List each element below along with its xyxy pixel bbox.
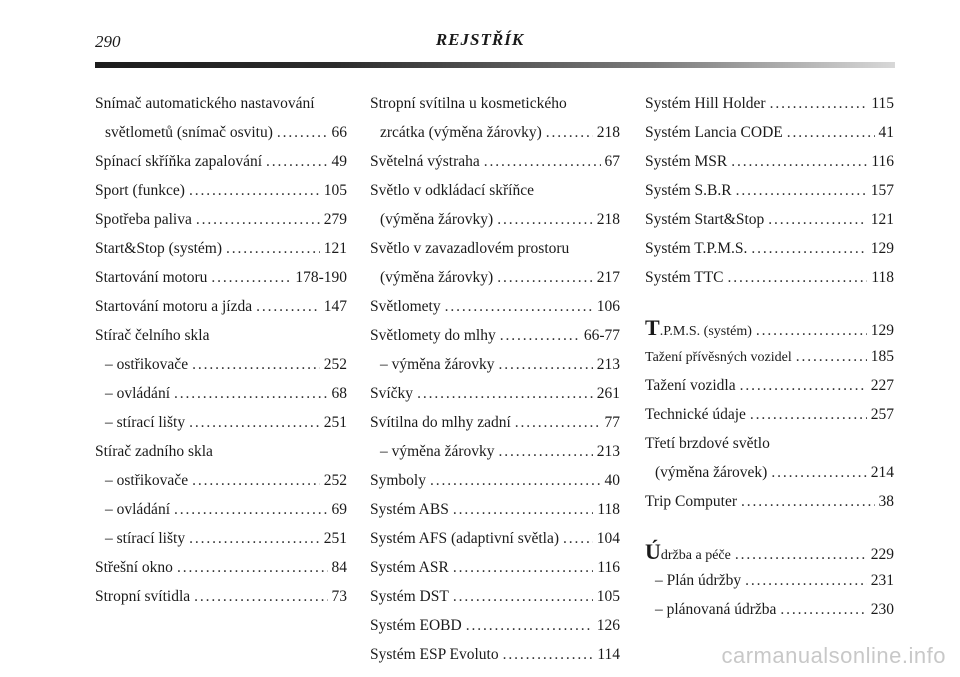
page-reference: 147 <box>323 298 347 315</box>
dot-leader <box>500 321 580 350</box>
dot-leader <box>453 553 593 582</box>
index-entry <box>645 147 894 176</box>
dot-leader <box>728 263 868 292</box>
page-reference: 104 <box>596 530 620 547</box>
page-reference: 129 <box>870 240 894 257</box>
dot-leader <box>189 408 320 437</box>
dot-leader <box>417 379 593 408</box>
dot-leader <box>796 342 867 371</box>
dot-leader <box>174 379 328 408</box>
page-reference: 115 <box>871 95 894 112</box>
index-term: Svítilna do mlhy zadní <box>370 414 511 431</box>
index-entry <box>645 458 894 487</box>
page-reference: 114 <box>597 646 620 663</box>
page-reference: 251 <box>323 530 347 547</box>
page-reference: 116 <box>871 153 894 170</box>
index-term: – Plán údržby <box>655 572 742 589</box>
page-reference: 157 <box>870 182 894 199</box>
page-reference: 41 <box>878 124 894 141</box>
dot-leader <box>771 458 866 487</box>
dot-leader <box>277 118 328 147</box>
dot-leader <box>226 234 320 263</box>
page-reference: 213 <box>596 356 620 373</box>
section-title: REJSTŘÍK <box>435 30 525 49</box>
index-term: Systém Lancia CODE <box>645 124 783 141</box>
page-reference: 251 <box>323 414 347 431</box>
index-entry <box>370 611 620 640</box>
index-column-1 <box>95 89 347 611</box>
index-entry <box>95 466 347 495</box>
dot-leader <box>430 466 601 495</box>
index-term: (výměna žárovek) <box>655 464 768 481</box>
index-term: Střešní okno <box>95 559 173 576</box>
page-reference: 84 <box>331 559 347 576</box>
dot-leader <box>466 611 593 640</box>
dot-leader <box>745 566 867 595</box>
page-reference: 73 <box>331 588 347 605</box>
page-reference: 121 <box>323 240 347 257</box>
index-term: Systém EOBD <box>370 617 462 634</box>
index-entry <box>370 524 620 553</box>
index-term: Spínací skříňka zapalování <box>95 153 263 170</box>
index-entry <box>370 118 620 147</box>
index-term: – výměna žárovky <box>380 443 495 460</box>
index-term: zrcátka (výměna žárovky) <box>380 124 542 141</box>
dot-leader <box>499 437 593 466</box>
dot-leader <box>484 147 601 176</box>
index-term: – ostřikovače <box>105 356 189 373</box>
dot-leader <box>787 118 875 147</box>
index-initial-letter: T <box>645 315 660 340</box>
index-entry <box>645 595 894 624</box>
page-reference: 229 <box>870 546 894 563</box>
index-term: světlometů (snímač osvitu) <box>105 124 273 141</box>
page-reference: 68 <box>331 385 347 402</box>
index-term: Stírač čelního skla <box>95 327 210 344</box>
index-term: Stírač zadního skla <box>95 443 213 460</box>
page-reference: 121 <box>870 211 894 228</box>
page-reference: 217 <box>596 269 620 286</box>
index-entry <box>95 263 347 292</box>
index-entry <box>95 292 347 321</box>
page-reference: 77 <box>604 414 620 431</box>
index-entry <box>95 408 347 437</box>
page-reference: 252 <box>323 356 347 373</box>
index-entry <box>370 292 620 321</box>
index-entry <box>645 487 894 516</box>
page-reference: 105 <box>323 182 347 199</box>
page-reference: 38 <box>878 493 894 510</box>
dot-leader <box>735 540 867 569</box>
index-entry <box>645 537 894 566</box>
dot-leader <box>499 350 593 379</box>
index-term: – stírací lišty <box>105 530 186 547</box>
page-reference: 257 <box>870 406 894 423</box>
index-term: Symboly <box>370 472 426 489</box>
index-term: Trip Computer <box>645 493 738 510</box>
page-reference: 106 <box>596 298 620 315</box>
index-term: Světlomety do mlhy <box>370 327 496 344</box>
dot-leader <box>453 495 593 524</box>
dot-leader <box>266 147 327 176</box>
page-reference: 252 <box>323 472 347 489</box>
index-term: Svíčky <box>370 385 414 402</box>
index-entry <box>370 437 620 466</box>
dot-leader <box>546 118 593 147</box>
page-reference: 231 <box>870 572 894 589</box>
index-term: Tažení vozidla <box>645 377 736 394</box>
index-column-3 <box>645 89 894 624</box>
index-entry <box>370 379 620 408</box>
index-entry <box>645 371 894 400</box>
dot-leader <box>770 89 868 118</box>
index-term: (výměna žárovky) <box>380 269 494 286</box>
index-term: Sport (funkce) <box>95 182 185 199</box>
index-entry <box>95 437 347 466</box>
page-reference: 118 <box>597 501 620 518</box>
index-entry <box>370 553 620 582</box>
index-term: Start&Stop (systém) <box>95 240 223 257</box>
index-entry <box>370 466 620 495</box>
dot-leader <box>741 487 874 516</box>
index-term-rest: .P.M.S. (systém) <box>659 324 752 339</box>
dot-leader <box>445 292 593 321</box>
dot-leader <box>177 553 328 582</box>
index-entry <box>370 176 620 205</box>
page-reference: 213 <box>596 443 620 460</box>
index-entry <box>645 205 894 234</box>
dot-leader <box>192 350 320 379</box>
page-reference: 129 <box>870 322 894 339</box>
dot-leader <box>740 371 867 400</box>
index-term: Třetí brzdové světlo <box>645 435 770 452</box>
index-entry <box>370 205 620 234</box>
index-term: Systém TTC <box>645 269 724 286</box>
dot-leader <box>189 176 320 205</box>
dot-leader <box>192 466 320 495</box>
dot-leader <box>780 595 866 624</box>
page-reference: 230 <box>870 601 894 618</box>
dot-leader <box>750 400 867 429</box>
index-entry <box>645 342 894 371</box>
page-reference: 66 <box>331 124 347 141</box>
index-term: Startování motoru a jízda <box>95 298 253 315</box>
page-reference: 126 <box>596 617 620 634</box>
index-term: Systém DST <box>370 588 449 605</box>
index-term: Stropní svítidla <box>95 588 191 605</box>
index-column-2 <box>370 89 620 669</box>
index-term: – ostřikovače <box>105 472 189 489</box>
index-entry <box>95 379 347 408</box>
index-term: Světlomety <box>370 298 441 315</box>
index-term: Systém MSR <box>645 153 728 170</box>
index-entry <box>95 147 347 176</box>
index-term-rest: držba a péče <box>660 548 731 563</box>
page-reference: 118 <box>871 269 894 286</box>
index-term: Systém AFS (adaptivní světla) <box>370 530 560 547</box>
header-rule <box>95 62 895 68</box>
index-entry <box>645 400 894 429</box>
index-term: Systém S.B.R <box>645 182 732 199</box>
index-term: Světlo v odkládací skříňce <box>370 182 534 199</box>
dot-leader <box>189 524 320 553</box>
index-term: Systém Hill Holder <box>645 95 766 112</box>
page-reference: 69 <box>331 501 347 518</box>
dot-leader <box>497 263 593 292</box>
dot-leader <box>515 408 601 437</box>
index-entry <box>95 89 347 118</box>
index-entry <box>370 263 620 292</box>
index-entry <box>370 350 620 379</box>
dot-leader <box>256 292 320 321</box>
page-reference: 66-77 <box>583 327 620 344</box>
index-term: (výměna žárovky) <box>380 211 494 228</box>
dot-leader <box>174 495 328 524</box>
index-entry <box>370 234 620 263</box>
index-entry <box>645 89 894 118</box>
page-reference: 218 <box>596 211 620 228</box>
index-term: – výměna žárovky <box>380 356 495 373</box>
index-term: Spotřeba paliva <box>95 211 192 228</box>
index-term: Systém Start&Stop <box>645 211 765 228</box>
dot-leader <box>731 147 867 176</box>
index-entry <box>95 350 347 379</box>
page-reference: 178-190 <box>295 269 347 286</box>
index-entry <box>95 205 347 234</box>
index-entry <box>95 495 347 524</box>
page-reference: 116 <box>597 559 620 576</box>
index-term: Tažení přívěsných vozidel <box>645 350 792 365</box>
index-entry <box>370 495 620 524</box>
page-reference: 261 <box>596 385 620 402</box>
page-number: 290 <box>95 32 121 51</box>
index-entry <box>95 321 347 350</box>
index-entry <box>95 176 347 205</box>
index-initial-letter: Ú <box>645 539 661 564</box>
index-entry <box>370 408 620 437</box>
index-entry <box>370 147 620 176</box>
index-entry <box>645 566 894 595</box>
page-reference: 49 <box>331 153 347 170</box>
page-reference: 185 <box>870 348 894 365</box>
index-term: Světlo v zavazadlovém prostoru <box>370 240 570 257</box>
index-term: Stropní svítilna u kosmetického <box>370 95 567 112</box>
index-term: Technické údaje <box>645 406 746 423</box>
index-entry <box>645 429 894 458</box>
index-entry <box>95 582 347 611</box>
page-reference: 218 <box>596 124 620 141</box>
dot-leader <box>194 582 327 611</box>
index-term: – plánovaná údržba <box>655 601 777 618</box>
dot-leader <box>751 234 866 263</box>
page-reference: 227 <box>870 377 894 394</box>
index-entry <box>645 176 894 205</box>
page-reference: 40 <box>604 472 620 489</box>
index-term: Snímač automatického nastavování <box>95 95 315 112</box>
index-term: – ovládání <box>105 501 170 518</box>
index-term: Systém ESP Evoluto <box>370 646 499 663</box>
dot-leader <box>503 640 594 669</box>
index-entry <box>95 234 347 263</box>
index-term: Startování motoru <box>95 269 208 286</box>
dot-leader <box>211 263 291 292</box>
dot-leader <box>768 205 866 234</box>
page-reference: 279 <box>323 211 347 228</box>
index-term: Systém ABS <box>370 501 449 518</box>
index-term: Systém ASR <box>370 559 449 576</box>
page-reference: 105 <box>596 588 620 605</box>
index-term <box>645 313 752 346</box>
index-entry <box>370 89 620 118</box>
index-entry <box>95 553 347 582</box>
dot-leader <box>196 205 320 234</box>
index-term: – stírací lišty <box>105 414 186 431</box>
page-reference: 67 <box>604 153 620 170</box>
index-entry <box>370 582 620 611</box>
dot-leader <box>756 316 867 345</box>
dot-leader <box>736 176 867 205</box>
index-entry <box>370 321 620 350</box>
index-entry <box>645 263 894 292</box>
index-term: Světelná výstraha <box>370 153 480 170</box>
index-term: Systém T.P.M.S. <box>645 240 748 257</box>
watermark: carmanualsonline.info <box>721 643 946 668</box>
index-entry <box>645 118 894 147</box>
index-entry <box>645 234 894 263</box>
dot-leader <box>563 524 593 553</box>
dot-leader <box>453 582 593 611</box>
index-entry <box>95 118 347 147</box>
dot-leader <box>497 205 593 234</box>
index-entry <box>95 524 347 553</box>
page-reference: 214 <box>870 464 894 481</box>
index-entry <box>645 313 894 342</box>
index-entry <box>370 640 620 669</box>
index-term: – ovládání <box>105 385 170 402</box>
